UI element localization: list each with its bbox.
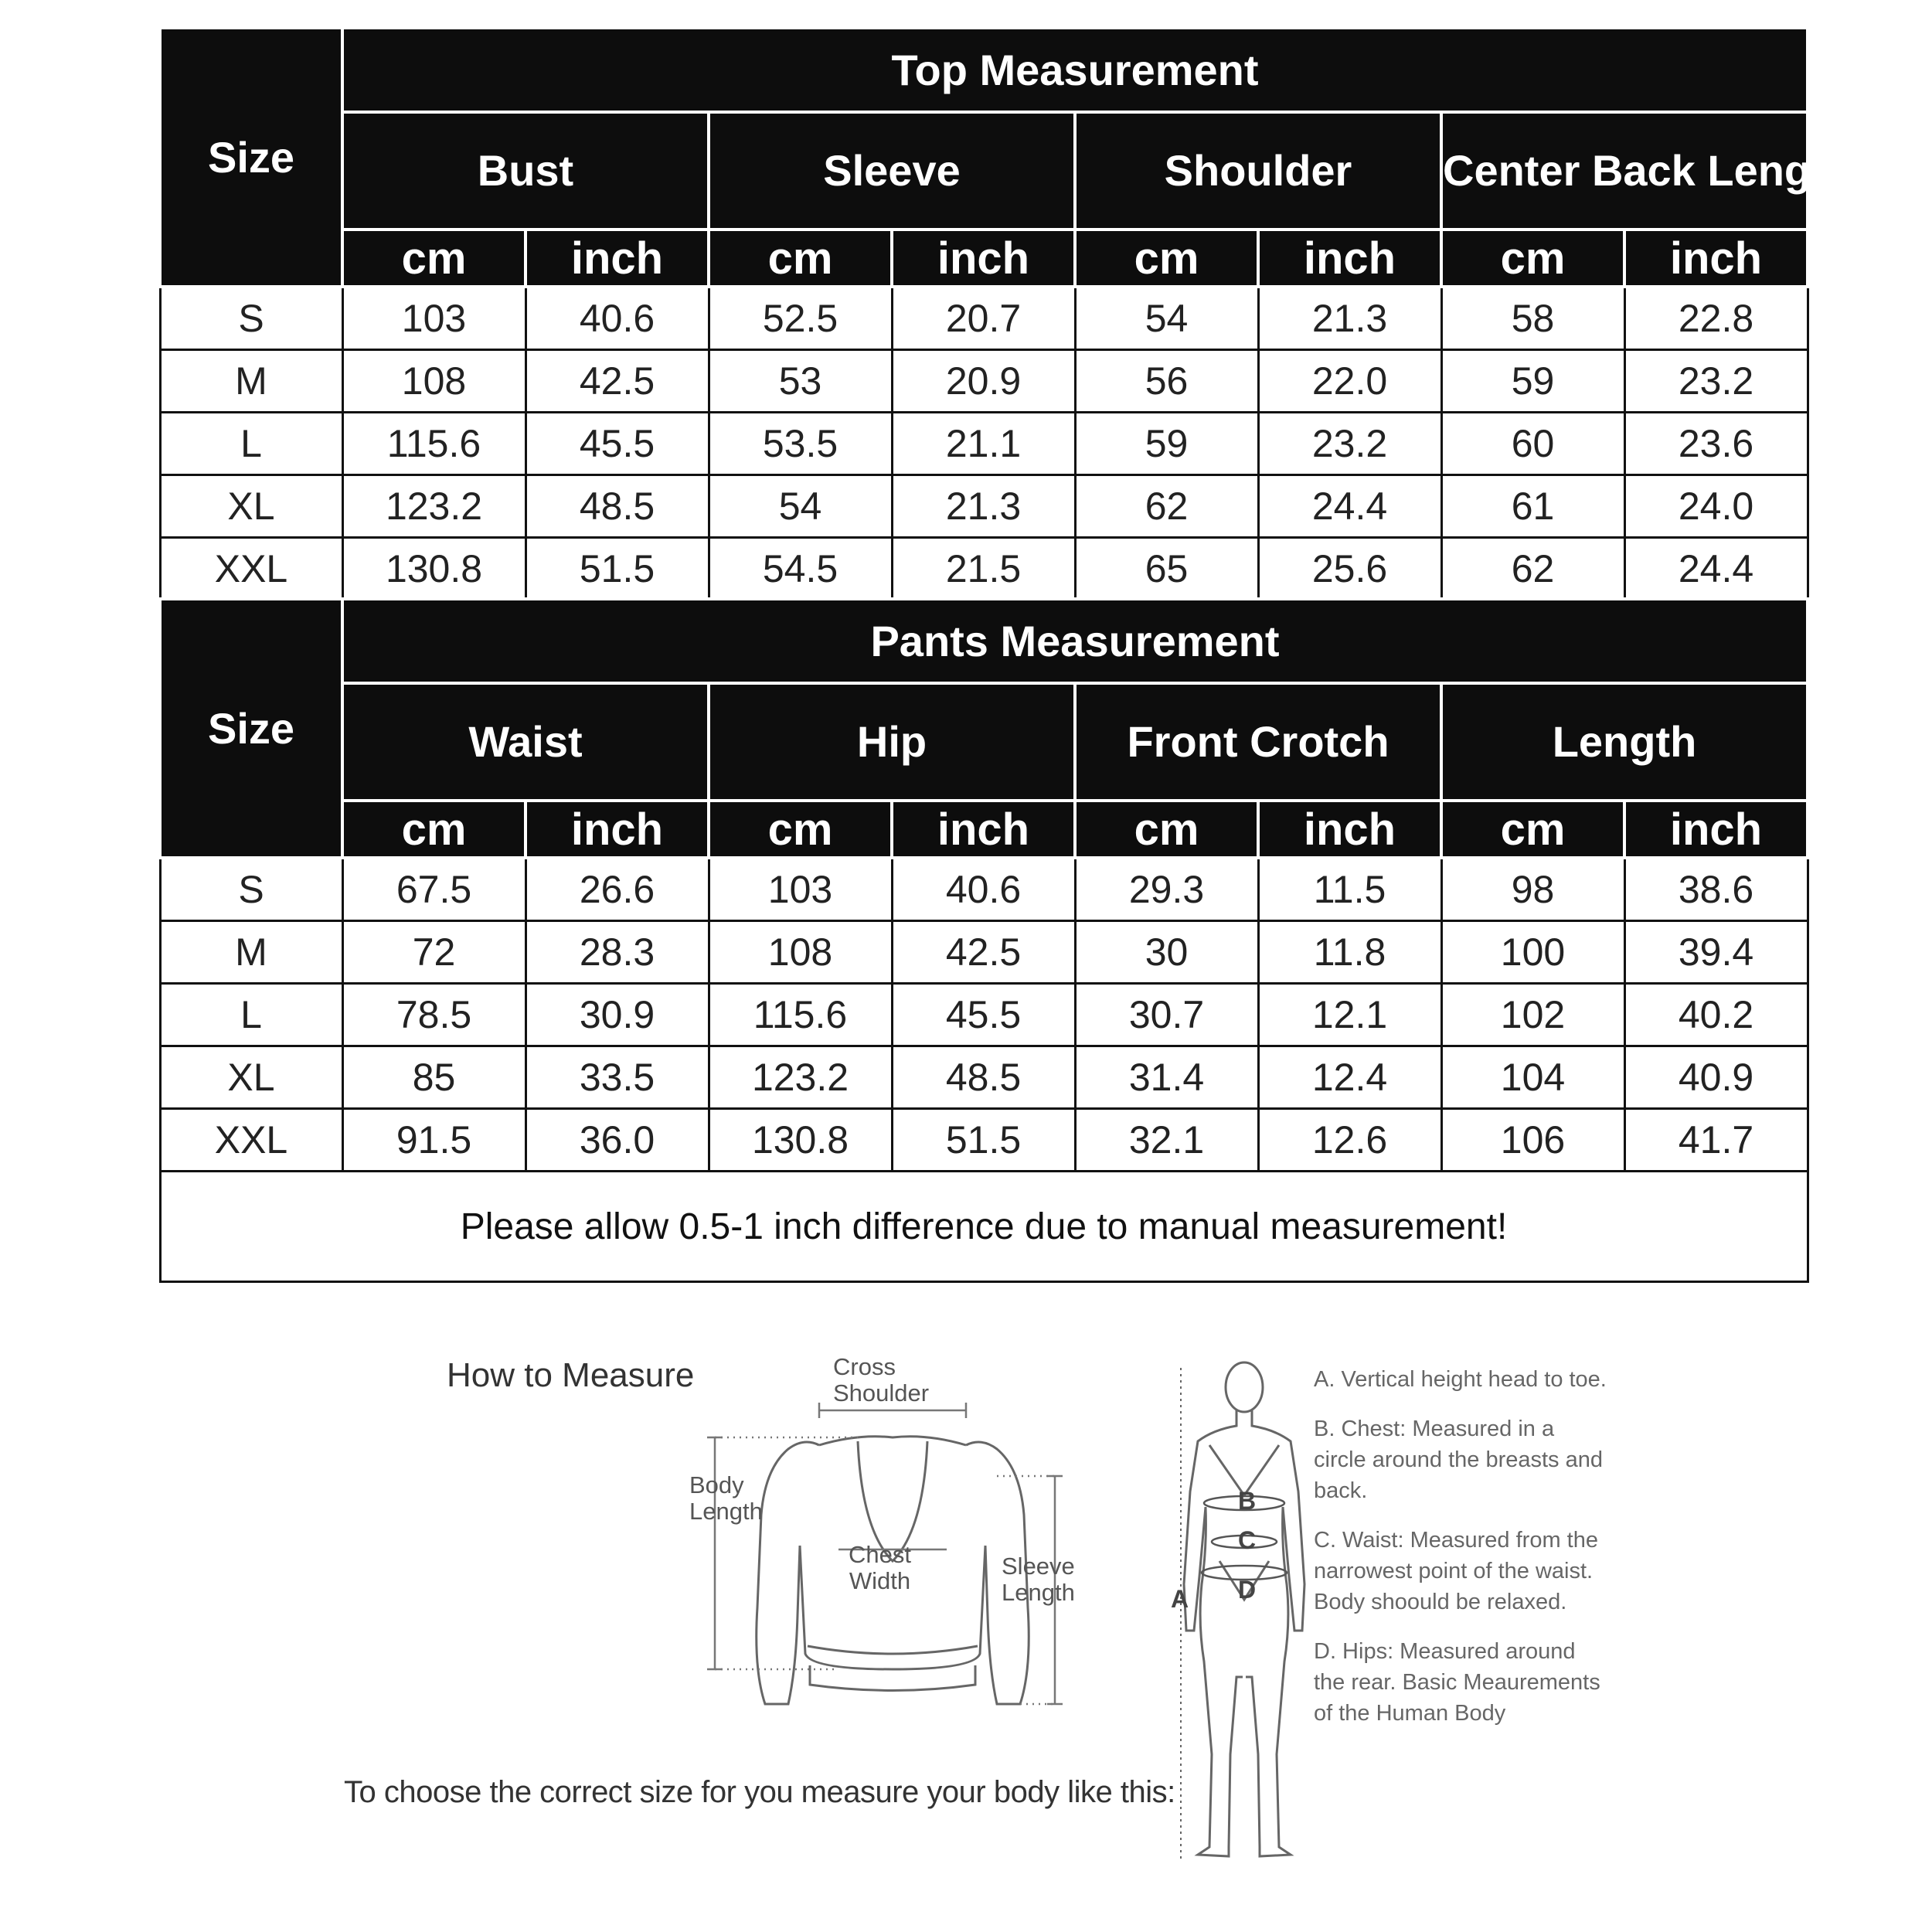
value-cell: 24.0 bbox=[1624, 475, 1808, 538]
bust-header: Bust bbox=[342, 112, 709, 230]
value-cell: 58 bbox=[1441, 287, 1624, 350]
value-cell: 30.9 bbox=[526, 984, 709, 1046]
value-cell: 30 bbox=[1075, 921, 1258, 984]
table-row bbox=[160, 287, 1808, 350]
value-cell: 39.4 bbox=[1624, 921, 1808, 984]
note-d: D. Hips: Measured around the rear. Basic Meaurements of the Human Body bbox=[1314, 1639, 1600, 1726]
waist-header: Waist bbox=[342, 683, 709, 801]
value-cell: 23.6 bbox=[1624, 413, 1808, 475]
value-cell: 123.2 bbox=[342, 475, 526, 538]
unit-cm: cm bbox=[342, 801, 526, 858]
value-cell: 115.6 bbox=[709, 984, 892, 1046]
value-cell: 67.5 bbox=[342, 858, 526, 921]
value-cell: 36.0 bbox=[526, 1109, 709, 1172]
pants-table-title: Pants Measurement bbox=[342, 599, 1808, 683]
front-crotch-header: Front Crotch bbox=[1075, 683, 1441, 801]
unit-inch: inch bbox=[892, 230, 1075, 287]
size-cell: XL bbox=[160, 1046, 342, 1109]
value-cell: 54 bbox=[709, 475, 892, 538]
unit-inch: inch bbox=[526, 230, 709, 287]
value-cell: 20.9 bbox=[892, 350, 1075, 413]
top-table-title: Top Measurement bbox=[342, 28, 1808, 112]
value-cell: 98 bbox=[1441, 858, 1624, 921]
value-cell: 41.7 bbox=[1624, 1109, 1808, 1172]
table-row bbox=[160, 858, 1808, 921]
table-row bbox=[160, 921, 1808, 984]
unit-cm: cm bbox=[1441, 801, 1624, 858]
size-cell: S bbox=[160, 858, 342, 921]
value-cell: 32.1 bbox=[1075, 1109, 1258, 1172]
table-row bbox=[160, 538, 1808, 600]
value-cell: 103 bbox=[342, 287, 526, 350]
size-cell: XL bbox=[160, 475, 342, 538]
sleeve-length-label: Sleeve Length bbox=[1002, 1553, 1075, 1607]
body-letter-c: C bbox=[1238, 1526, 1257, 1554]
size-cell: M bbox=[160, 350, 342, 413]
value-cell: 20.7 bbox=[892, 287, 1075, 350]
unit-cm: cm bbox=[1075, 230, 1258, 287]
value-cell: 45.5 bbox=[892, 984, 1075, 1046]
size-cell: L bbox=[160, 984, 342, 1046]
unit-cm: cm bbox=[709, 801, 892, 858]
value-cell: 60 bbox=[1441, 413, 1624, 475]
value-cell: 62 bbox=[1075, 475, 1258, 538]
value-cell: 72 bbox=[342, 921, 526, 984]
note-b: B. Chest: Measured in a circle around the breasts and back. bbox=[1314, 1417, 1603, 1504]
size-cell: M bbox=[160, 921, 342, 984]
value-cell: 40.6 bbox=[526, 287, 709, 350]
value-cell: 56 bbox=[1075, 350, 1258, 413]
unit-cm: cm bbox=[1441, 230, 1624, 287]
value-cell: 115.6 bbox=[342, 413, 526, 475]
center-back-length-header: Center Back Length bbox=[1441, 112, 1808, 230]
value-cell: 42.5 bbox=[526, 350, 709, 413]
unit-cm: cm bbox=[709, 230, 892, 287]
size-cell: S bbox=[160, 287, 342, 350]
value-cell: 51.5 bbox=[892, 1109, 1075, 1172]
value-cell: 85 bbox=[342, 1046, 526, 1109]
value-cell: 21.3 bbox=[892, 475, 1075, 538]
value-cell: 52.5 bbox=[709, 287, 892, 350]
value-cell: 103 bbox=[709, 858, 892, 921]
value-cell: 51.5 bbox=[526, 538, 709, 600]
value-cell: 11.8 bbox=[1258, 921, 1441, 984]
measurement-note: Please allow 0.5-1 inch difference due to manual measurement! bbox=[160, 1172, 1808, 1282]
unit-cm: cm bbox=[342, 230, 526, 287]
table-row bbox=[160, 1109, 1808, 1172]
value-cell: 100 bbox=[1441, 921, 1624, 984]
value-cell: 61 bbox=[1441, 475, 1624, 538]
value-cell: 45.5 bbox=[526, 413, 709, 475]
value-cell: 26.6 bbox=[526, 858, 709, 921]
body-letter-b: B bbox=[1238, 1487, 1257, 1515]
table-row bbox=[160, 1046, 1808, 1109]
unit-inch: inch bbox=[1624, 801, 1808, 858]
value-cell: 22.8 bbox=[1624, 287, 1808, 350]
value-cell: 12.4 bbox=[1258, 1046, 1441, 1109]
value-cell: 33.5 bbox=[526, 1046, 709, 1109]
value-cell: 12.6 bbox=[1258, 1109, 1441, 1172]
unit-inch: inch bbox=[526, 801, 709, 858]
choose-size-instruction: To choose the correct size for you measure your body like this: bbox=[344, 1775, 1175, 1809]
body-letter-a: A bbox=[1171, 1585, 1189, 1613]
value-cell: 48.5 bbox=[526, 475, 709, 538]
value-cell: 40.2 bbox=[1624, 984, 1808, 1046]
size-cell: L bbox=[160, 413, 342, 475]
unit-cm: cm bbox=[1075, 801, 1258, 858]
body-length-label: Body Length bbox=[689, 1471, 763, 1526]
size-cell: XXL bbox=[160, 538, 342, 600]
pants-measurement-table bbox=[158, 597, 1809, 1283]
chest-width-label: Chest Width bbox=[849, 1541, 911, 1595]
value-cell: 21.1 bbox=[892, 413, 1075, 475]
value-cell: 30.7 bbox=[1075, 984, 1258, 1046]
value-cell: 25.6 bbox=[1258, 538, 1441, 600]
value-cell: 59 bbox=[1075, 413, 1258, 475]
value-cell: 102 bbox=[1441, 984, 1624, 1046]
table-row bbox=[160, 475, 1808, 538]
value-cell: 21.5 bbox=[892, 538, 1075, 600]
body-figure-diagram bbox=[1151, 1352, 1314, 1886]
value-cell: 42.5 bbox=[892, 921, 1075, 984]
value-cell: 22.0 bbox=[1258, 350, 1441, 413]
value-cell: 91.5 bbox=[342, 1109, 526, 1172]
table-row bbox=[160, 984, 1808, 1046]
shoulder-header: Shoulder bbox=[1075, 112, 1441, 230]
value-cell: 28.3 bbox=[526, 921, 709, 984]
value-cell: 21.3 bbox=[1258, 287, 1441, 350]
value-cell: 108 bbox=[709, 921, 892, 984]
body-letter-d: D bbox=[1238, 1576, 1257, 1604]
size-header: Size bbox=[160, 599, 342, 858]
value-cell: 62 bbox=[1441, 538, 1624, 600]
pants-table-body bbox=[160, 858, 1808, 1172]
value-cell: 23.2 bbox=[1258, 413, 1441, 475]
size-header: Size bbox=[160, 28, 342, 287]
value-cell: 78.5 bbox=[342, 984, 526, 1046]
value-cell: 24.4 bbox=[1624, 538, 1808, 600]
cross-shoulder-label: Cross Shoulder bbox=[833, 1353, 930, 1407]
value-cell: 11.5 bbox=[1258, 858, 1441, 921]
value-cell: 24.4 bbox=[1258, 475, 1441, 538]
value-cell: 59 bbox=[1441, 350, 1624, 413]
how-to-measure-title: How to Measure bbox=[447, 1356, 695, 1394]
value-cell: 40.9 bbox=[1624, 1046, 1808, 1109]
value-cell: 53.5 bbox=[709, 413, 892, 475]
unit-inch: inch bbox=[1258, 801, 1441, 858]
value-cell: 130.8 bbox=[342, 538, 526, 600]
sleeve-header: Sleeve bbox=[709, 112, 1075, 230]
size-cell: XXL bbox=[160, 1109, 342, 1172]
unit-inch: inch bbox=[892, 801, 1075, 858]
value-cell: 12.1 bbox=[1258, 984, 1441, 1046]
value-cell: 54.5 bbox=[709, 538, 892, 600]
value-cell: 40.6 bbox=[892, 858, 1075, 921]
value-cell: 108 bbox=[342, 350, 526, 413]
value-cell: 53 bbox=[709, 350, 892, 413]
value-cell: 23.2 bbox=[1624, 350, 1808, 413]
value-cell: 104 bbox=[1441, 1046, 1624, 1109]
value-cell: 29.3 bbox=[1075, 858, 1258, 921]
top-measurement-table bbox=[158, 26, 1852, 601]
unit-inch: inch bbox=[1624, 230, 1808, 287]
value-cell: 123.2 bbox=[709, 1046, 892, 1109]
value-cell: 106 bbox=[1441, 1109, 1624, 1172]
unit-inch: inch bbox=[1258, 230, 1441, 287]
top-table-body bbox=[160, 287, 1808, 600]
length-header: Length bbox=[1441, 683, 1808, 801]
note-a: A. Vertical height head to toe. bbox=[1314, 1367, 1607, 1392]
hip-header: Hip bbox=[709, 683, 1075, 801]
table-row bbox=[160, 350, 1808, 413]
value-cell: 54 bbox=[1075, 287, 1258, 350]
value-cell: 38.6 bbox=[1624, 858, 1808, 921]
note-c: C. Waist: Measured from the narrowest point of the waist. Body shoould be relaxed. bbox=[1314, 1528, 1598, 1615]
table-row bbox=[160, 413, 1808, 475]
value-cell: 65 bbox=[1075, 538, 1258, 600]
value-cell: 130.8 bbox=[709, 1109, 892, 1172]
value-cell: 48.5 bbox=[892, 1046, 1075, 1109]
body-measurement-notes bbox=[1314, 1364, 1607, 1747]
value-cell: 31.4 bbox=[1075, 1046, 1258, 1109]
